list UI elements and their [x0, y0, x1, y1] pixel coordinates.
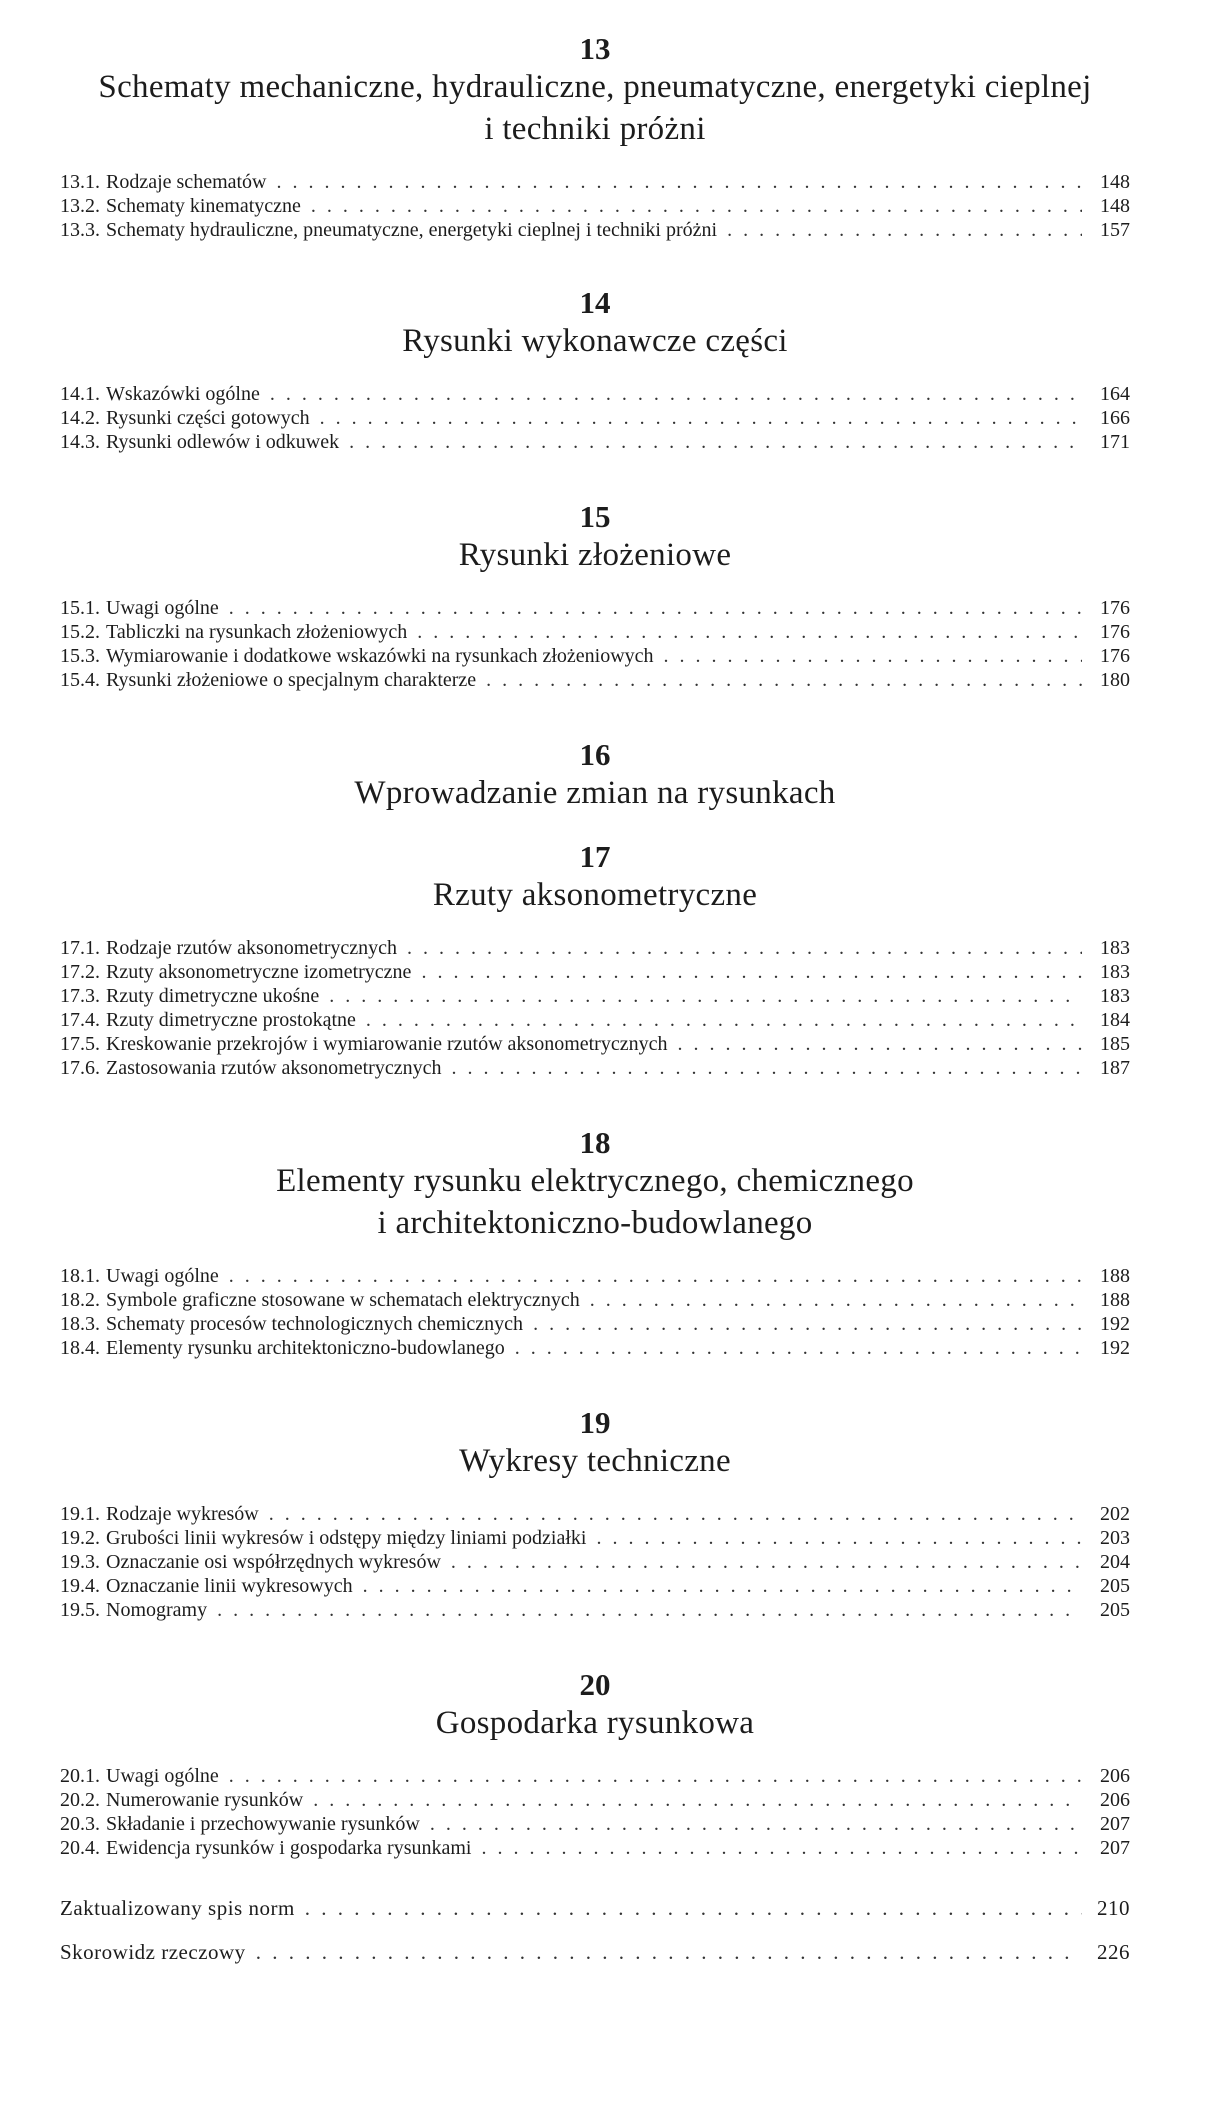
toc-entry[interactable]: [60, 430, 1130, 454]
page-number: 210: [1097, 1896, 1130, 1920]
section-number: 15.2.: [60, 621, 100, 643]
toc-entry[interactable]: [60, 936, 1130, 960]
dot-leader: [471, 1836, 1082, 1860]
page-number: 204: [1100, 1551, 1130, 1573]
dot-leader: [303, 1788, 1082, 1812]
page-number: 148: [1100, 195, 1130, 217]
toc-entry[interactable]: [60, 1502, 1130, 1526]
section-list: [60, 170, 1130, 242]
section-title: Schematy kinematyczne: [106, 195, 301, 217]
dot-leader: [407, 620, 1082, 644]
dot-leader: [207, 1598, 1082, 1622]
chapter-title: Rzuty aksonometryczne: [432, 877, 758, 913]
chapter-heading: [60, 1126, 1130, 1244]
toc-entry[interactable]: [60, 1812, 1130, 1836]
section-number: 19.3.: [60, 1551, 100, 1573]
chapter-title: Schematy mechaniczne, hydrauliczne, pneumatyczne, energetyki cieplnej: [98, 69, 1092, 105]
section-number: 17.4.: [60, 1009, 100, 1031]
page-number: 176: [1100, 597, 1130, 619]
chapter-section: [60, 1668, 1130, 1860]
section-list: [60, 1264, 1130, 1360]
section-number: 15.3.: [60, 645, 100, 667]
chapter-heading: [60, 500, 1130, 576]
chapter-title: Rysunki wykonawcze części: [402, 323, 788, 359]
chapter-number: 13: [579, 31, 611, 66]
section-title: Numerowanie rysunków: [106, 1789, 304, 1811]
section-number: 17.2.: [60, 961, 100, 983]
section-title: Symbole graficzne stosowane w schematach elektrycznych: [106, 1289, 580, 1311]
dot-leader: [717, 218, 1082, 242]
section-number: 14.2.: [60, 407, 100, 429]
section-list: [60, 936, 1130, 1080]
page-number: 180: [1100, 669, 1130, 691]
toc-entry[interactable]: [60, 1550, 1130, 1574]
toc-entry[interactable]: [60, 1336, 1130, 1360]
toc-entry[interactable]: [60, 194, 1130, 218]
section-title: Rysunki złożeniowe o specjalnym charakterze: [106, 669, 477, 691]
section-title: Nomogramy: [106, 1599, 208, 1621]
dot-leader: [523, 1312, 1082, 1336]
chapter-number: 16: [579, 737, 611, 772]
dot-leader: [586, 1526, 1082, 1550]
back-matter-title: Skorowidz rzeczowy: [60, 1940, 246, 1964]
section-title: Oznaczanie linii wykresowych: [106, 1575, 353, 1597]
page-number: 171: [1100, 431, 1130, 453]
dot-leader: [260, 382, 1082, 406]
page-number: 187: [1100, 1057, 1130, 1079]
section-title: Rysunki części gotowych: [106, 407, 310, 429]
section-number: 20.2.: [60, 1789, 100, 1811]
section-title: Rodzaje rzutów aksonometrycznych: [106, 937, 398, 959]
section-title: Rzuty dimetryczne prostokątne: [106, 1009, 356, 1031]
toc-entry[interactable]: [60, 1032, 1130, 1056]
chapter-title: Gospodarka rysunkowa: [435, 1705, 755, 1741]
page-number: 164: [1100, 383, 1130, 405]
dot-leader: [420, 1812, 1082, 1836]
page-number: 185: [1100, 1033, 1130, 1055]
chapter-heading: [60, 32, 1130, 150]
back-matter-entry[interactable]: [60, 1930, 1130, 1974]
dot-leader: [319, 984, 1082, 1008]
section-title: Wskazówki ogólne: [106, 383, 260, 405]
page-number: 176: [1100, 621, 1130, 643]
chapter-heading: [60, 1668, 1130, 1744]
section-number: 15.4.: [60, 669, 100, 691]
dot-leader: [441, 1056, 1082, 1080]
section-number: 19.5.: [60, 1599, 100, 1621]
chapter-number: 19: [579, 1405, 611, 1440]
dot-leader: [654, 644, 1082, 668]
section-number: 17.5.: [60, 1033, 100, 1055]
dot-leader: [219, 596, 1082, 620]
dot-leader: [295, 1886, 1082, 1930]
chapter-number: 20: [579, 1667, 611, 1702]
section-title: Elementy rysunku architektoniczno-budowlanego: [106, 1337, 505, 1359]
section-number: 17.6.: [60, 1057, 100, 1079]
page-number: 205: [1100, 1599, 1130, 1621]
dot-leader: [259, 1502, 1082, 1526]
chapters-list: [60, 32, 1130, 1860]
section-number: 20.4.: [60, 1837, 100, 1859]
section-title: Schematy procesów technologicznych chemicznych: [106, 1313, 524, 1335]
page-number: 183: [1100, 961, 1130, 983]
section-title: Zastosowania rzutów aksonometrycznych: [106, 1057, 442, 1079]
dot-leader: [219, 1764, 1082, 1788]
dot-leader: [411, 960, 1082, 984]
toc-entry[interactable]: [60, 1574, 1130, 1598]
section-title: Uwagi ogólne: [106, 1765, 219, 1787]
toc-entry[interactable]: [60, 1598, 1130, 1622]
page-number: 188: [1100, 1289, 1130, 1311]
chapter-section: [60, 1406, 1130, 1622]
toc-entry[interactable]: [60, 620, 1130, 644]
chapter-section: [60, 500, 1130, 692]
chapter-title: Elementy rysunku elektrycznego, chemicznego: [276, 1163, 914, 1199]
section-number: 19.4.: [60, 1575, 100, 1597]
toc-entry[interactable]: [60, 1836, 1130, 1860]
page-number: 206: [1100, 1765, 1130, 1787]
page-number: 207: [1100, 1837, 1130, 1859]
toc-entry[interactable]: [60, 218, 1130, 242]
section-title: Rzuty dimetryczne ukośne: [106, 985, 320, 1007]
back-matter-entry[interactable]: [60, 1886, 1130, 1930]
toc-entry[interactable]: [60, 1056, 1130, 1080]
toc-entry[interactable]: [60, 1312, 1130, 1336]
section-title: Rodzaje wykresów: [106, 1503, 259, 1525]
page-number: 206: [1100, 1789, 1130, 1811]
page-number: 203: [1100, 1527, 1130, 1549]
chapter-number: 18: [579, 1125, 611, 1160]
page-number: 184: [1100, 1009, 1130, 1031]
dot-leader: [580, 1288, 1082, 1312]
section-number: 14.1.: [60, 383, 100, 405]
dot-leader: [267, 170, 1083, 194]
chapter-section: [60, 286, 1130, 454]
section-list: [60, 382, 1130, 454]
section-title: Ewidencja rysunków i gospodarka rysunkami: [106, 1837, 472, 1859]
chapter-title: i architektoniczno-budowlanego: [377, 1205, 813, 1241]
page-number: 207: [1100, 1813, 1130, 1835]
back-matter-title: Zaktualizowany spis norm: [60, 1896, 295, 1920]
section-number: 13.1.: [60, 171, 100, 193]
toc-entry[interactable]: [60, 960, 1130, 984]
page-number: 183: [1100, 937, 1130, 959]
section-number: 18.2.: [60, 1289, 100, 1311]
toc-entry[interactable]: [60, 1288, 1130, 1312]
toc-entry[interactable]: [60, 1008, 1130, 1032]
section-title: Składanie i przechowywanie rysunków: [106, 1813, 420, 1835]
dot-leader: [353, 1574, 1082, 1598]
page-number: 188: [1100, 1265, 1130, 1287]
section-number: 20.1.: [60, 1765, 100, 1787]
dot-leader: [441, 1550, 1082, 1574]
section-title: Kreskowanie przekrojów i wymiarowanie rzutów aksonometrycznych: [106, 1033, 668, 1055]
section-list: [60, 1764, 1130, 1860]
page-number: 192: [1100, 1337, 1130, 1359]
chapter-heading: [60, 738, 1130, 814]
chapter-heading: [60, 840, 1130, 916]
toc-entry[interactable]: [60, 596, 1130, 620]
chapter-heading: [60, 286, 1130, 362]
back-matter-list: [60, 1886, 1130, 1974]
section-title: Schematy hydrauliczne, pneumatyczne, energetyki cieplnej i techniki próżni: [106, 219, 718, 241]
toc-entry[interactable]: [60, 668, 1130, 692]
section-number: 18.4.: [60, 1337, 100, 1359]
toc-entry[interactable]: [60, 382, 1130, 406]
section-list: [60, 1502, 1130, 1622]
section-number: 17.1.: [60, 937, 100, 959]
chapter-number: 17: [579, 839, 611, 874]
section-title: Oznaczanie osi współrzędnych wykresów: [106, 1551, 441, 1573]
dot-leader: [246, 1930, 1082, 1974]
toc-entry[interactable]: [60, 1788, 1130, 1812]
toc-entry[interactable]: [60, 1526, 1130, 1550]
toc-entry[interactable]: [60, 170, 1130, 194]
dot-leader: [301, 194, 1082, 218]
dot-leader: [476, 668, 1082, 692]
dot-leader: [505, 1336, 1082, 1360]
section-number: 19.2.: [60, 1527, 100, 1549]
section-number: 13.2.: [60, 195, 100, 217]
section-title: Tabliczki na rysunkach złożeniowych: [106, 621, 408, 643]
chapter-section: [60, 32, 1130, 242]
chapter-section: [60, 840, 1130, 1080]
dot-leader: [397, 936, 1082, 960]
section-title: Wymiarowanie i dodatkowe wskazówki na rysunkach złożeniowych: [106, 645, 654, 667]
section-number: 13.3.: [60, 219, 100, 241]
section-number: 19.1.: [60, 1503, 100, 1525]
page-number: 202: [1100, 1503, 1130, 1525]
section-number: 18.1.: [60, 1265, 100, 1287]
chapter-title: Rysunki złożeniowe: [458, 537, 732, 573]
chapter-number: 15: [579, 499, 611, 534]
page-number: 176: [1100, 645, 1130, 667]
toc-entry[interactable]: [60, 1764, 1130, 1788]
page-number: 192: [1100, 1313, 1130, 1335]
section-title: Rodzaje schematów: [106, 171, 267, 193]
page-number: 166: [1100, 407, 1130, 429]
toc-entry[interactable]: [60, 644, 1130, 668]
section-title: Rzuty aksonometryczne izometryczne: [106, 961, 412, 983]
dot-leader: [667, 1032, 1082, 1056]
section-number: 18.3.: [60, 1313, 100, 1335]
section-title: Uwagi ogólne: [106, 597, 219, 619]
chapter-number: 14: [579, 285, 611, 320]
chapter-heading: [60, 1406, 1130, 1482]
page-number: 205: [1100, 1575, 1130, 1597]
section-title: Rysunki odlewów i odkuwek: [106, 431, 340, 453]
chapter-section: [60, 1126, 1130, 1360]
section-number: 20.3.: [60, 1813, 100, 1835]
dot-leader: [310, 406, 1082, 430]
chapter-section: [60, 738, 1130, 814]
dot-leader: [356, 1008, 1082, 1032]
table-of-contents: [60, 32, 1130, 1974]
page-number: 226: [1097, 1940, 1130, 1964]
chapter-title: Wykresy techniczne: [459, 1443, 731, 1479]
section-list: [60, 596, 1130, 692]
section-title: Uwagi ogólne: [106, 1265, 219, 1287]
section-title: Grubości linii wykresów i odstępy między liniami podziałki: [106, 1527, 587, 1549]
section-number: 14.3.: [60, 431, 100, 453]
section-number: 15.1.: [60, 597, 100, 619]
toc-entry[interactable]: [60, 984, 1130, 1008]
toc-entry[interactable]: [60, 1264, 1130, 1288]
page-number: 183: [1100, 985, 1130, 1007]
dot-leader: [219, 1264, 1082, 1288]
page-number: 157: [1100, 219, 1130, 241]
section-number: 17.3.: [60, 985, 100, 1007]
chapter-title: Wprowadzanie zmian na rysunkach: [354, 775, 836, 811]
page-number: 148: [1100, 171, 1130, 193]
dot-leader: [339, 430, 1082, 454]
chapter-title: i techniki próżni: [484, 111, 706, 147]
toc-entry[interactable]: [60, 406, 1130, 430]
